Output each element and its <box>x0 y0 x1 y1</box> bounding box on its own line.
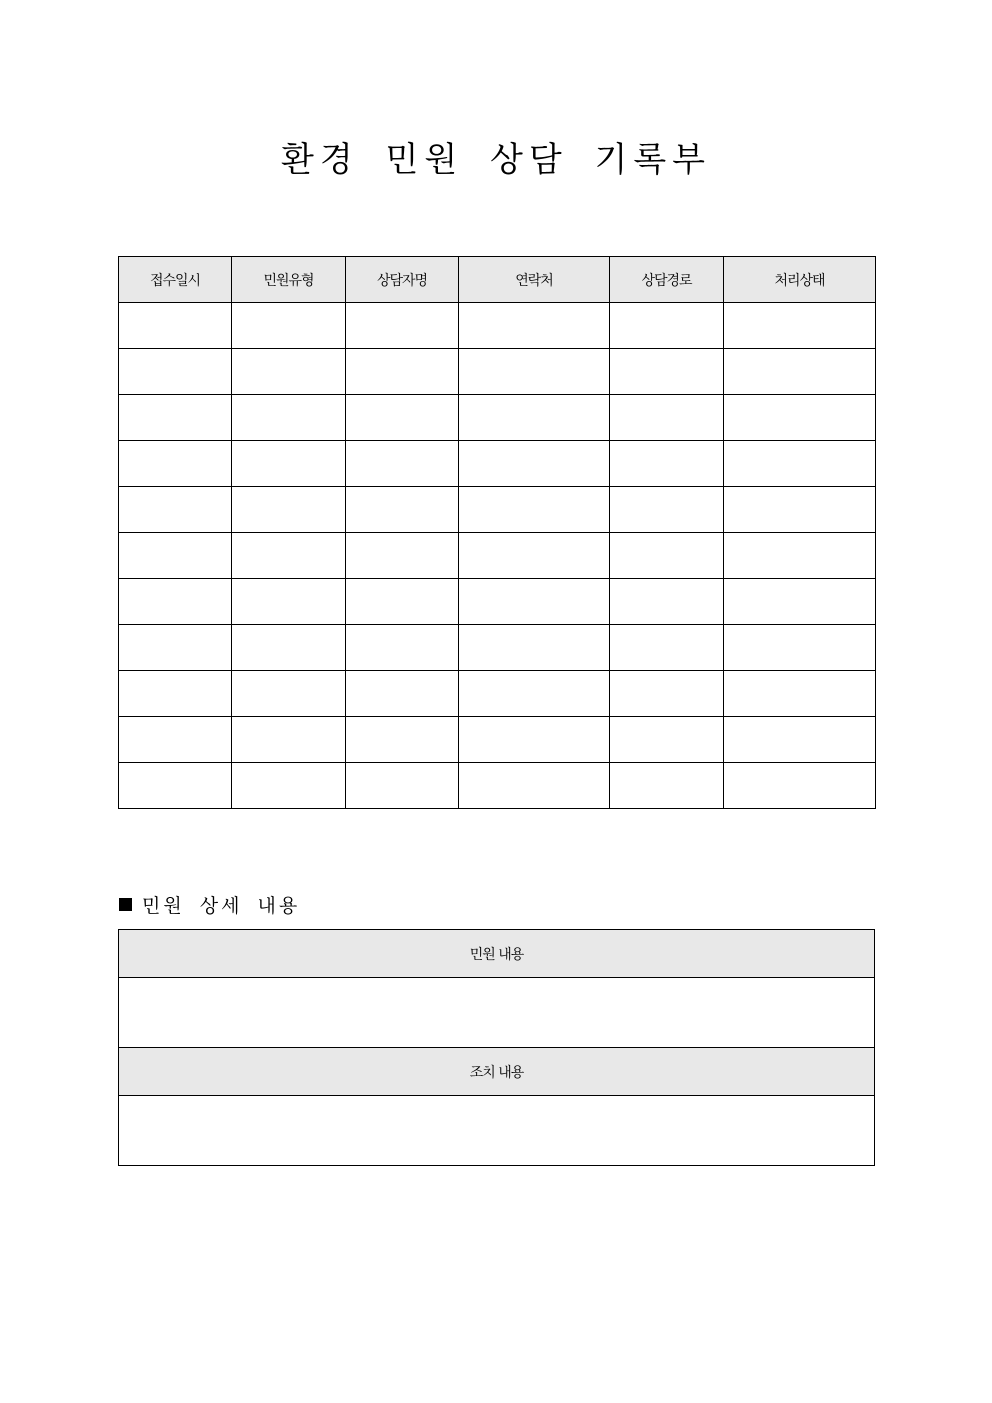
complaint-log-table <box>118 256 876 809</box>
table-cell[interactable] <box>610 717 724 763</box>
table-cell[interactable] <box>610 303 724 349</box>
complaint-content-label: 민원 내용 <box>119 930 875 978</box>
table-cell[interactable] <box>119 763 232 809</box>
table-cell[interactable] <box>232 349 346 395</box>
table-cell[interactable] <box>346 395 459 441</box>
table-cell[interactable] <box>119 441 232 487</box>
table-cell[interactable] <box>459 717 610 763</box>
table-cell[interactable] <box>119 487 232 533</box>
table-row <box>119 349 876 395</box>
table-cell[interactable] <box>724 303 876 349</box>
table-cell[interactable] <box>459 349 610 395</box>
table-cell[interactable] <box>119 303 232 349</box>
table-cell[interactable] <box>346 349 459 395</box>
table-cell[interactable] <box>610 487 724 533</box>
table-row <box>119 303 876 349</box>
table-cell[interactable] <box>724 487 876 533</box>
table-cell[interactable] <box>459 579 610 625</box>
table-cell[interactable] <box>119 533 232 579</box>
header-counselor-name: 상담자명 <box>346 257 459 303</box>
table-row <box>119 763 876 809</box>
table-cell[interactable] <box>724 763 876 809</box>
table-cell[interactable] <box>724 533 876 579</box>
table-cell[interactable] <box>346 671 459 717</box>
table-cell[interactable] <box>119 349 232 395</box>
table-cell[interactable] <box>346 763 459 809</box>
table-cell[interactable] <box>119 671 232 717</box>
table-cell[interactable] <box>724 579 876 625</box>
table-cell[interactable] <box>724 441 876 487</box>
header-consultation-channel: 상담경로 <box>610 257 724 303</box>
table-cell[interactable] <box>232 625 346 671</box>
table-cell[interactable] <box>459 303 610 349</box>
table-cell[interactable] <box>724 671 876 717</box>
table-cell[interactable] <box>610 579 724 625</box>
table-body <box>119 303 876 809</box>
header-complaint-type: 민원유형 <box>232 257 346 303</box>
action-content-field[interactable] <box>119 1096 875 1166</box>
table-row <box>119 441 876 487</box>
table-cell[interactable] <box>346 487 459 533</box>
table-cell[interactable] <box>346 579 459 625</box>
table-cell[interactable] <box>459 763 610 809</box>
table-cell[interactable] <box>346 533 459 579</box>
table-cell[interactable] <box>232 441 346 487</box>
table-cell[interactable] <box>724 349 876 395</box>
detail-section-title: 민원 상세 내용 <box>142 895 301 917</box>
table-cell[interactable] <box>459 625 610 671</box>
table-cell[interactable] <box>610 349 724 395</box>
action-content-row <box>119 1096 875 1166</box>
complaint-content-row <box>119 978 875 1048</box>
table-cell[interactable] <box>119 625 232 671</box>
table-cell[interactable] <box>232 763 346 809</box>
table-cell[interactable] <box>346 717 459 763</box>
table-cell[interactable] <box>232 395 346 441</box>
table-header-row <box>119 257 876 303</box>
table-cell[interactable] <box>610 533 724 579</box>
table-cell[interactable] <box>610 763 724 809</box>
table-row <box>119 579 876 625</box>
table-cell[interactable] <box>346 625 459 671</box>
table-cell[interactable] <box>610 395 724 441</box>
action-content-header-row <box>119 1048 875 1096</box>
table-cell[interactable] <box>459 487 610 533</box>
table-cell[interactable] <box>459 395 610 441</box>
complaint-content-field[interactable] <box>119 978 875 1048</box>
table-row <box>119 487 876 533</box>
header-contact: 연락처 <box>459 257 610 303</box>
table-cell[interactable] <box>610 441 724 487</box>
table-cell[interactable] <box>232 303 346 349</box>
table-cell[interactable] <box>724 717 876 763</box>
table-cell[interactable] <box>232 671 346 717</box>
table-cell[interactable] <box>724 625 876 671</box>
table-cell[interactable] <box>346 303 459 349</box>
table-row <box>119 671 876 717</box>
table-cell[interactable] <box>119 395 232 441</box>
page-title: 환경 민원 상담 기록부 <box>280 140 712 180</box>
black-square-icon <box>119 898 132 911</box>
table-cell[interactable] <box>232 533 346 579</box>
header-received-datetime: 접수일시 <box>119 257 232 303</box>
detail-section-heading <box>119 891 300 918</box>
table-cell[interactable] <box>232 579 346 625</box>
action-content-label: 조치 내용 <box>119 1048 875 1096</box>
table-cell[interactable] <box>610 671 724 717</box>
table-cell[interactable] <box>232 487 346 533</box>
table-cell[interactable] <box>119 717 232 763</box>
table-row <box>119 625 876 671</box>
table-row <box>119 533 876 579</box>
table-cell[interactable] <box>724 395 876 441</box>
complaint-detail-table <box>118 929 875 1166</box>
table-row <box>119 717 876 763</box>
table-cell[interactable] <box>232 717 346 763</box>
table-cell[interactable] <box>119 579 232 625</box>
table-cell[interactable] <box>346 441 459 487</box>
header-processing-status: 처리상태 <box>724 257 876 303</box>
table-cell[interactable] <box>459 441 610 487</box>
table-cell[interactable] <box>610 625 724 671</box>
complaint-content-header-row <box>119 930 875 978</box>
table-cell[interactable] <box>459 671 610 717</box>
table-cell[interactable] <box>459 533 610 579</box>
table-row <box>119 395 876 441</box>
